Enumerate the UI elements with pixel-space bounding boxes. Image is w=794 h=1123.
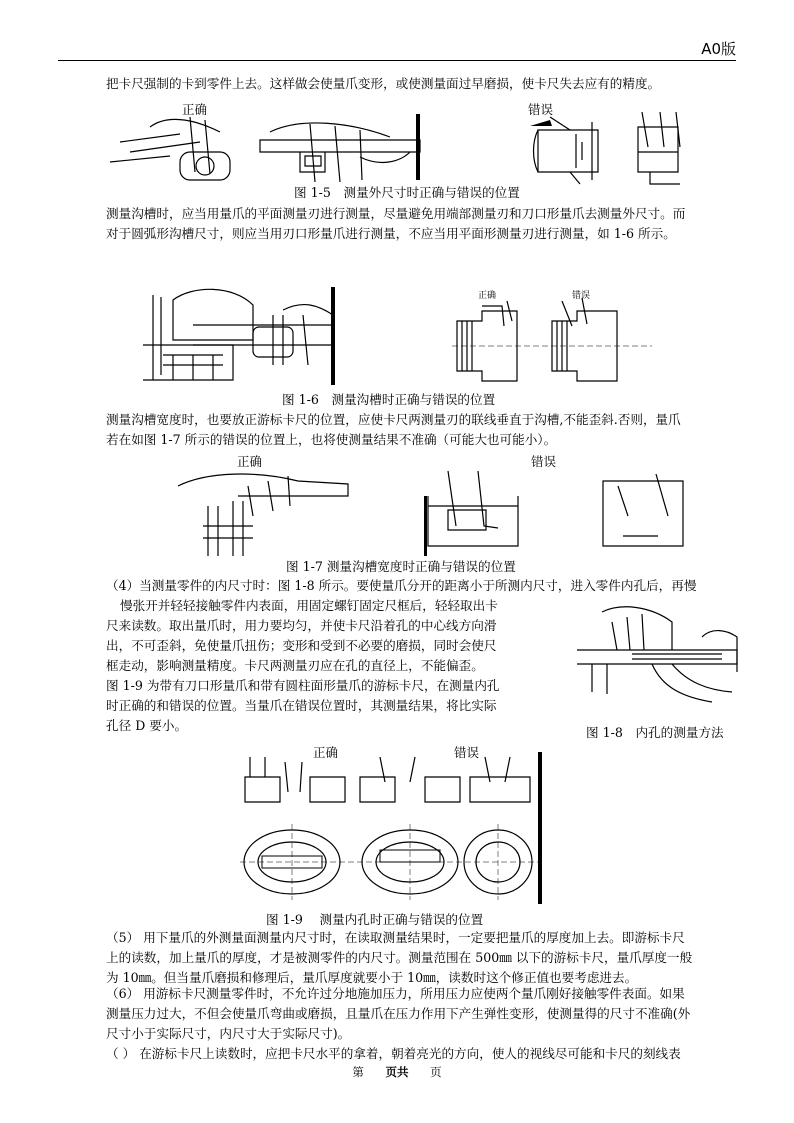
paragraph-inner-line-1: （4）当测量零件的内尺寸时：图 1-8 所示。要使量爪分开的距离小于所测内尺寸，进入零件内孔后，再慢 <box>106 578 697 593</box>
fig-1-9-caption: 图 1-9 测量内孔时正确与错误的位置 <box>266 912 484 927</box>
paragraph-inner-line-3: 尺来读数。取出量爪时，用力要均匀，并使卡尺沿着孔的中心线方向滑 <box>106 618 497 633</box>
page-header-version: A0版 <box>701 40 736 58</box>
footer-middle: 页共 <box>385 1065 409 1079</box>
fig-1-8-illustration <box>572 602 742 714</box>
paragraph-groove-width-line-2: 若在如图 1-7 所示的错误的位置上，也将使测量结果不准确（可能大也可能小）。 <box>106 432 557 447</box>
page-footer <box>0 1064 794 1080</box>
paragraph-groove-width-line-1: 测量沟槽宽度时，也要放正游标卡尺的位置，应使卡尺两测量刃的联线垂直于沟槽,不能歪斜.否则，量爪 <box>106 412 681 427</box>
fig-1-6-correct-label: 正确 <box>478 291 497 301</box>
fig-1-5-correct-label: 正确 <box>182 102 208 117</box>
paragraph-groove-line-2: 对于圆弧形沟槽尺寸，则应当用刃口形量爪进行测量，不应当用平面形测量刃进行测量，如 1-6 所示。 <box>106 226 676 241</box>
fig-1-7-illustrations <box>178 466 688 558</box>
paragraph-inner-line-8: 孔径 D 要小。 <box>106 718 188 733</box>
fig-1-9-wrong-label: 错误 <box>454 745 480 760</box>
fig-1-7-correct-label: 正确 <box>237 454 263 469</box>
header-rule <box>58 60 736 61</box>
fig-1-9-correct-label: 正确 <box>313 745 339 760</box>
paragraph-inner-line-6: 图 1-9 为带有刀口形量爪和带有圆柱面形量爪的游标卡尺，在测量内孔 <box>106 678 500 693</box>
paragraph-5-line-1: （5） 用下量爪的外测量面测量内尺寸时，在读取测量结果时，一定要把量爪的厚度加上去。即游标卡尺 <box>106 930 685 945</box>
fig-1-7-caption: 图 1-7 测量沟槽宽度时正确与错误的位置 <box>286 559 516 574</box>
paragraph-5-line-3: 为 10㎜。但当量爪磨损和修理后，量爪厚度就要小于 10㎜，读数时这个修正值也要考虑进去。 <box>106 970 638 985</box>
fig-1-6-correct-illustration <box>133 285 343 390</box>
fig-1-5-correct-illustration <box>110 112 430 187</box>
fig-1-6-caption: 图 1-6 测量沟槽时正确与错误的位置 <box>282 392 496 407</box>
fig-1-5-wrong-illustration <box>530 112 705 187</box>
paragraph-groove-line-1: 测量沟槽时，应当用量爪的平面测量刃进行测量，尽量避免用端部测量刃和刀口形量爪去测量外尺寸。而 <box>106 206 686 221</box>
footer-prefix: 第 <box>352 1065 364 1079</box>
fig-1-6-wrong-illustration <box>452 296 652 386</box>
footer-suffix: 页 <box>430 1065 442 1079</box>
paragraph-inner-line-5: 框走动，影响测量精度。卡尺两测量刃应在孔的直径上，不能偏歪。 <box>106 658 484 673</box>
fig-1-9-illustrations <box>240 752 545 907</box>
fig-1-5-wrong-label: 错误 <box>528 102 554 117</box>
paragraph-7-line-1: （ ） 在游标卡尺上读数时，应把卡尺水平的拿着，朝着亮光的方向，使人的视线尽可能和卡尺的刻线表 <box>106 1046 681 1061</box>
paragraph-inner-line-2: 慢张开并轻轻接触零件内表面，用固定螺钉固定尺框后，轻轻取出卡 <box>120 598 498 613</box>
paragraph-intro: 把卡尺强制的卡到零件上去。这样做会使量爪变形，或使测量面过早磨损，使卡尺失去应有的精度。 <box>106 76 661 91</box>
paragraph-6-line-3: 尺寸小于实际尺寸，内尺寸大于实际尺寸)。 <box>106 1026 351 1041</box>
paragraph-6-line-2: 测量压力过大，不但会使量爪弯曲或磨损，且量爪在压力作用下产生弹性变形，使测量得的尺寸不准确(外 <box>106 1006 691 1021</box>
paragraph-6-line-1: （6） 用游标卡尺测量零件时，不允许过分地施加压力，所用压力应使两个量爪刚好接触零件表面。如果 <box>106 986 685 1001</box>
fig-1-7-wrong-label: 错误 <box>531 454 557 469</box>
fig-1-6-wrong-label: 错误 <box>572 291 591 301</box>
paragraph-inner-line-7: 时正确的和错误的位置。当量爪在错误位置时，其测量结果，将比实际 <box>106 698 497 713</box>
paragraph-5-line-2: 上的读数，加上量爪的厚度，才是被测零件的内尺寸。测量范围在 500㎜ 以下的游标卡尺，量爪厚度一般 <box>106 950 693 965</box>
fig-1-5-caption: 图 1-5 测量外尺寸时正确与错误的位置 <box>294 185 520 200</box>
fig-1-8-caption: 图 1-8 内孔的测量方法 <box>586 725 724 740</box>
paragraph-inner-line-4: 出，不可歪斜，免使量爪扭伤；变形和受到不必要的磨损，同时会使尺 <box>106 638 497 653</box>
